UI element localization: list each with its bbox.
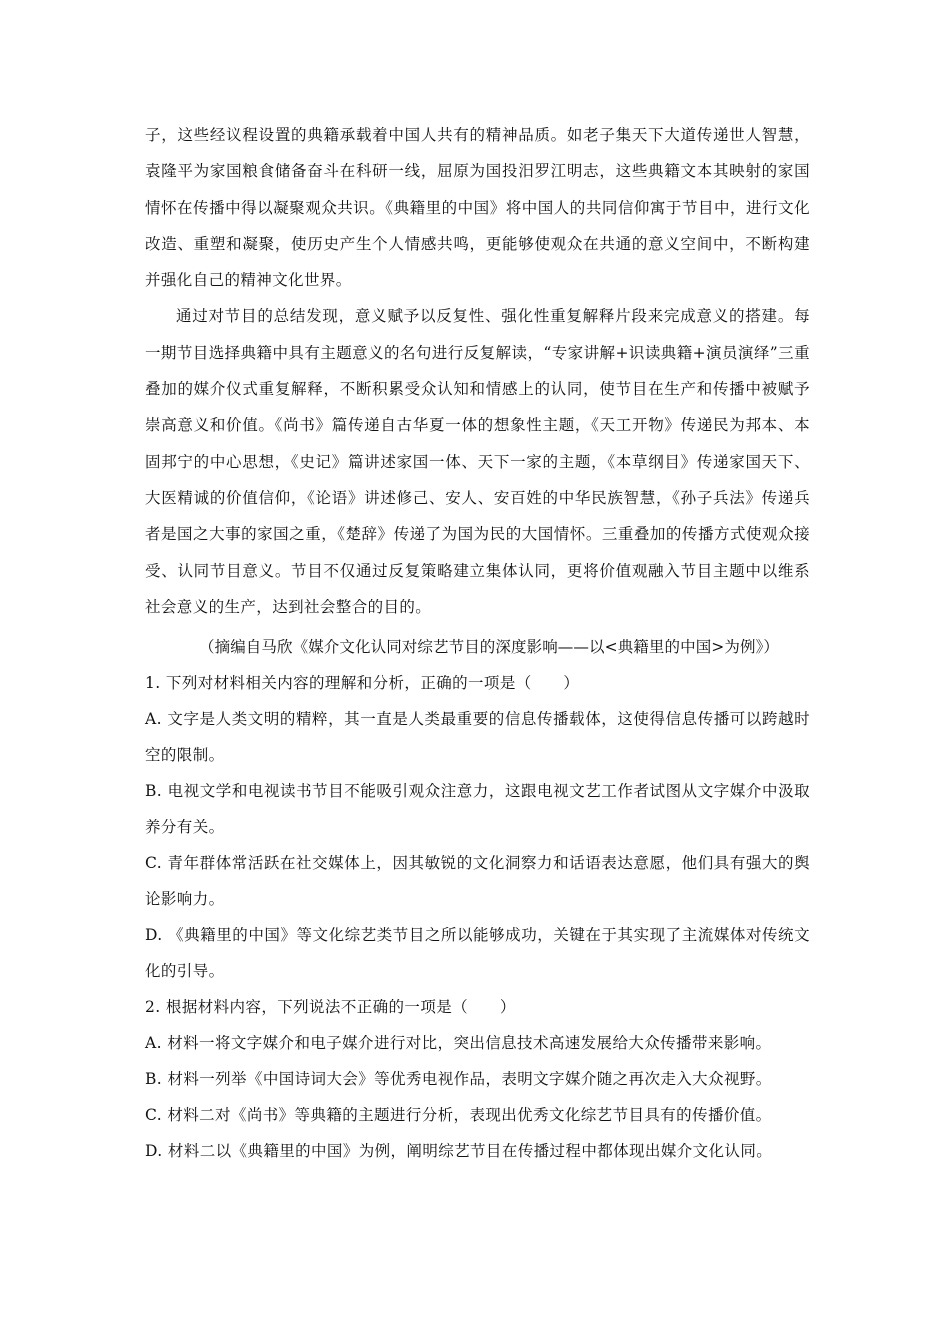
question-2-option-c: C. 材料二对《尚书》等典籍的主题进行分析，表现出优秀文化综艺节目具有的传播价值。: [145, 1106, 772, 1125]
question-1-option-b: B. 电视文学和电视读书节目不能吸引观众注意力，这跟电视文艺工作者试图从文字媒介中汲取养分有关。: [145, 782, 810, 837]
question-1-stem: 1. 下列对材料相关内容的理解和分析，正确的一项是（ ）: [145, 674, 580, 693]
question-2-option-d: D. 材料二以《典籍里的中国》为例，阐明综艺节目在传播过程中都体现出媒介文化认同。: [145, 1142, 773, 1161]
question-2-stem: 2. 根据材料内容，下列说法不正确的一项是（ ）: [145, 998, 516, 1017]
question-1: [145, 665, 810, 989]
question-1-option-c: C. 青年群体常活跃在社交媒体上，因其敏锐的文化洞察力和话语表达意愿，他们具有强大的舆论影响力。: [145, 854, 810, 909]
question-2-option-b: B. 材料一列举《中国诗词大会》等优秀电视作品，表明文字媒介随之再次走入大众视野。: [145, 1070, 772, 1089]
question-1-option-a: A. 文字是人类文明的精粹，其一直是人类最重要的信息传播载体，这使得信息传播可以跨越时空的限制。: [145, 710, 810, 765]
question-2-option-a: A. 材料一将文字媒介和电子媒介进行对比，突出信息技术高速发展给大众传播带来影响。: [145, 1034, 772, 1053]
passage-paragraph-1: 子，这些经议程设置的典籍承载着中国人共有的精神品质。如老子集天下大道传递世人智慧，袁隆平为家国粮食储备奋斗在科研一线，屈原为国投汨罗江明志，这些典籍文本其映射的家国情怀在传播中得以凝聚观众共识。《典籍里的中国》将中国人的共同信仰寓于节目中，进行文化改造、重塑和凝聚，使历史产生个人情感共鸣，更能够使观众在共通的意义空间中，不断构建并强化自己的精神文化世界。: [145, 126, 810, 290]
passage-source: （摘编自马欣《媒介文化认同对综艺节目的深度影响——以<典籍里的中国>为例》）: [199, 638, 780, 657]
question-1-option-d: D. 《典籍里的中国》等文化综艺类节目之所以能够成功，关键在于其实现了主流媒体对传统文化的引导。: [145, 926, 810, 981]
passage-paragraph-2: 通过对节目的总结发现，意义赋予以反复性、强化性重复解释片段来完成意义的搭建。每一期节目选择典籍中具有主题意义的名句进行反复解读，“专家讲解+识读典籍+演员演绎”三重叠加的媒介仪式重复解释，不断积累受众认知和情感上的认同，使节目在生产和传播中被赋予崇高意义和价值。《尚书》篇传递自古华夏一体的想象性主题，《天工开物》传递民为邦本、本固邦宁的中心思想，《史记》篇讲述家国一体、天下一家的主题，《本草纲目》传递家国天下、大医精诚的价值信仰，《论语》讲述修己、安人、安百姓的中华民族智慧，《孙子兵法》传递兵者是国之大事的家国之重，《楚辞》传递了为国为民的大国情怀。三重叠加的传播方式使观众接受、认同节目意义。节目不仅通过反复策略建立集体认同，更将价值观融入节目主题中以维系社会意义的生产，达到社会整合的目的。: [145, 307, 810, 616]
question-2: [145, 989, 810, 1169]
document-page: [145, 117, 810, 1169]
